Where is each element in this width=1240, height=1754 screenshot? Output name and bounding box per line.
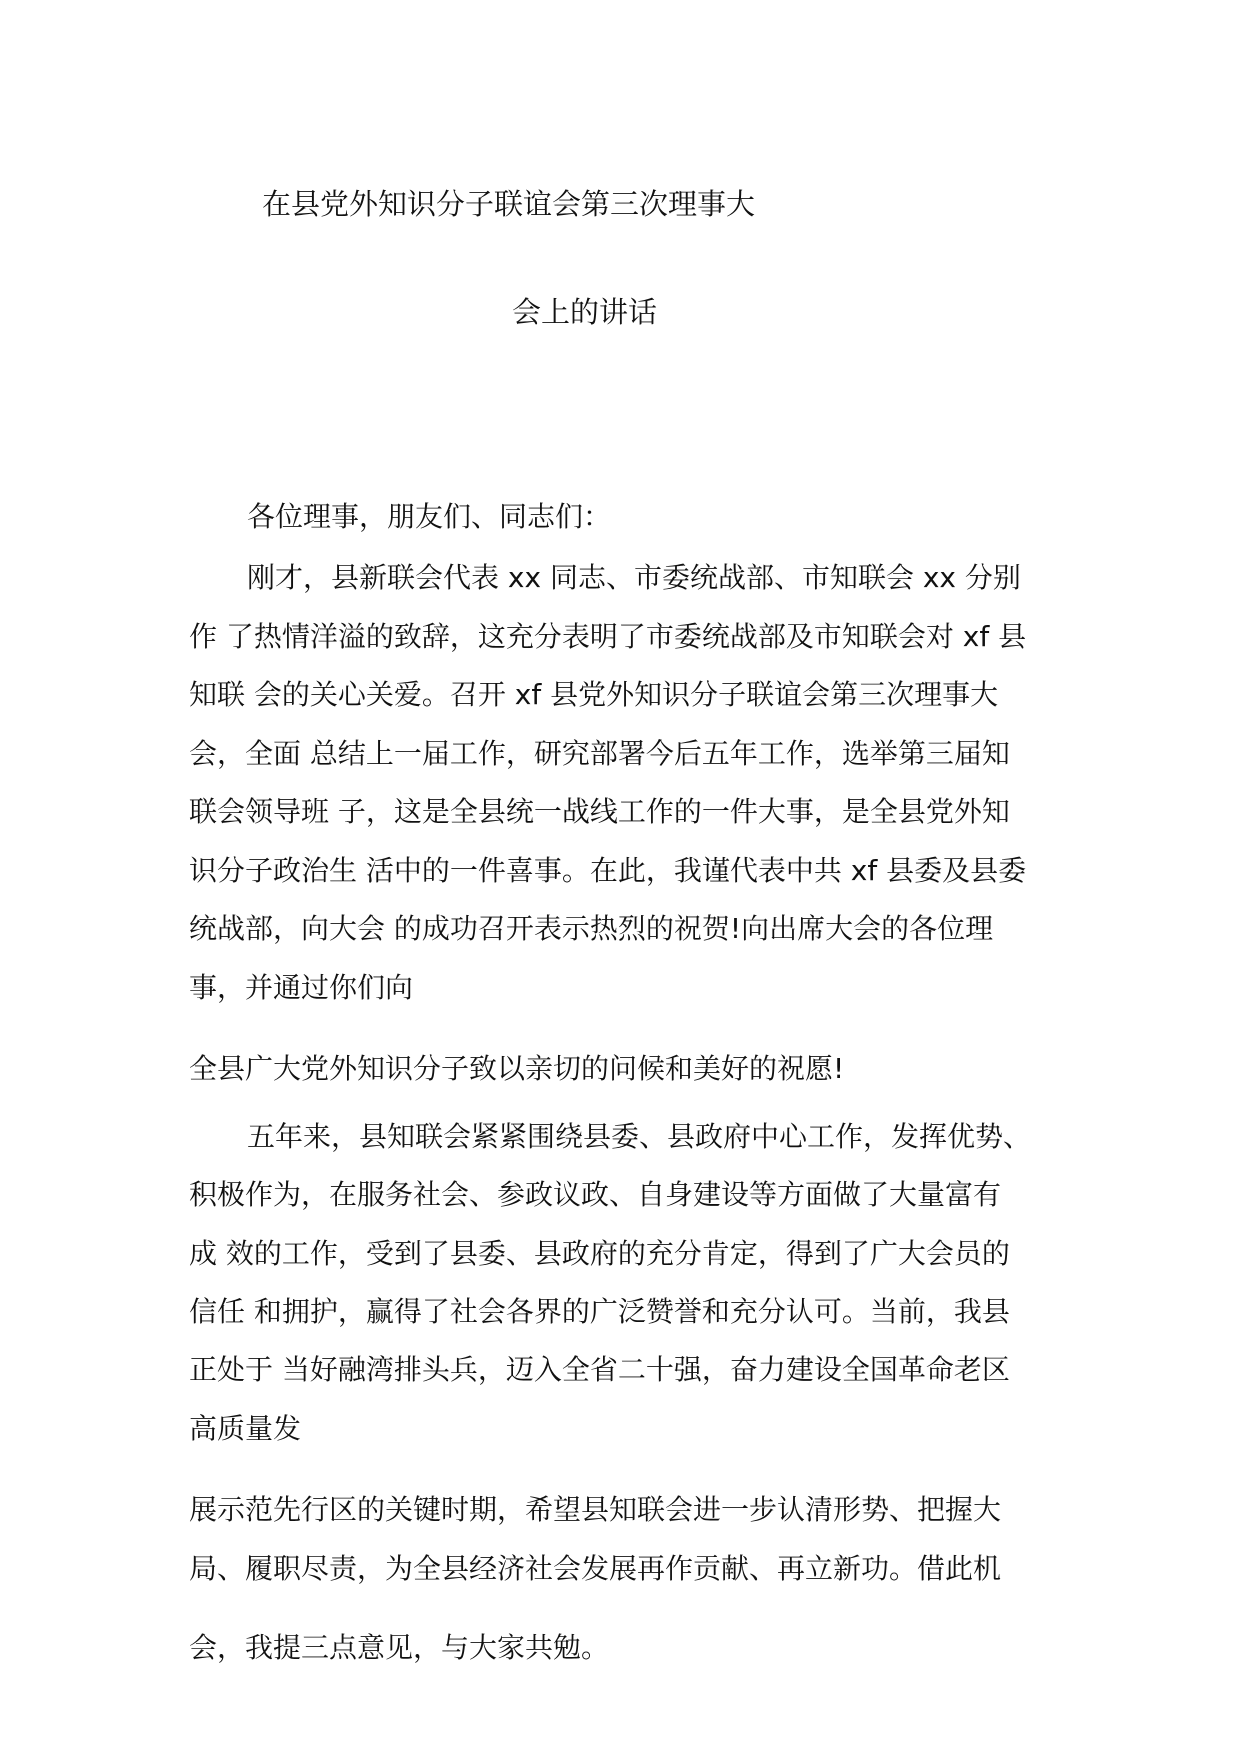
paragraph-2-line-7: 展示范先行区的关键时期，希望县知联会进一步认清形势、把握大 <box>189 1493 1002 1526</box>
paragraph-2-line-3: 成 效的工作，受到了县委、县政府的充分肯定，得到了广大会员的 <box>189 1237 1010 1270</box>
paragraph-1-line-6: 识分子政治生 活中的一件喜事。在此，我谨代表中共 xf 县委及县委 <box>189 854 1027 887</box>
paragraph-2-line-8: 局、履职尽责，为全县经济社会发展再作贡献、再立新功。借此机 <box>189 1552 1002 1585</box>
paragraph-1-line-2: 作 了热情洋溢的致辞，这充分表明了市委统战部及市知联会对 xf 县 <box>189 620 1027 653</box>
paragraph-1-line-1: 刚才，县新联会代表 xx 同志、市委统战部、市知联会 xx 分别 <box>247 561 1021 594</box>
paragraph-2-line-6: 高质量发 <box>189 1412 302 1445</box>
paragraph-1-line-4: 会，全面 总结上一届工作，研究部署今后五年工作，选举第三届知 <box>189 737 1010 770</box>
salutation: 各位理事，朋友们、同志们： <box>247 500 612 533</box>
title-line-1: 在县党外知识分子联谊会第三次理事大 <box>262 187 756 221</box>
paragraph-2-line-5: 正处于 当好融湾排头兵，迈入全省二十强，奋力建设全国革命老区 <box>189 1353 1010 1386</box>
paragraph-2-line-1: 五年来，县知联会紧紧围绕县委、县政府中心工作，发挥优势、 <box>247 1120 1032 1153</box>
paragraph-2-line-9: 会，我提三点意见，与大家共勉。 <box>189 1631 610 1664</box>
paragraph-1-line-5: 联会领导班 子，这是全县统一战线工作的一件大事，是全县党外知 <box>189 795 1010 828</box>
paragraph-1-line-9: 全县广大党外知识分子致以亲切的问候和美好的祝愿! <box>189 1052 845 1085</box>
paragraph-1-line-8: 事，并通过你们向 <box>189 971 414 1004</box>
paragraph-2-line-2: 积极作为，在服务社会、参政议政、自身建设等方面做了大量富有 <box>189 1178 1002 1211</box>
paragraph-1-line-7: 统战部，向大会 的成功召开表示热烈的祝贺!向出席大会的各位理 <box>189 912 994 945</box>
title-line-2: 会上的讲话 <box>512 295 658 329</box>
paragraph-1-line-3: 知联 会的关心关爱。召开 xf 县党外知识分子联谊会第三次理事大 <box>189 678 999 711</box>
paragraph-2-line-4: 信任 和拥护，赢得了社会各界的广泛赞誉和充分认可。当前，我县 <box>189 1295 1010 1328</box>
